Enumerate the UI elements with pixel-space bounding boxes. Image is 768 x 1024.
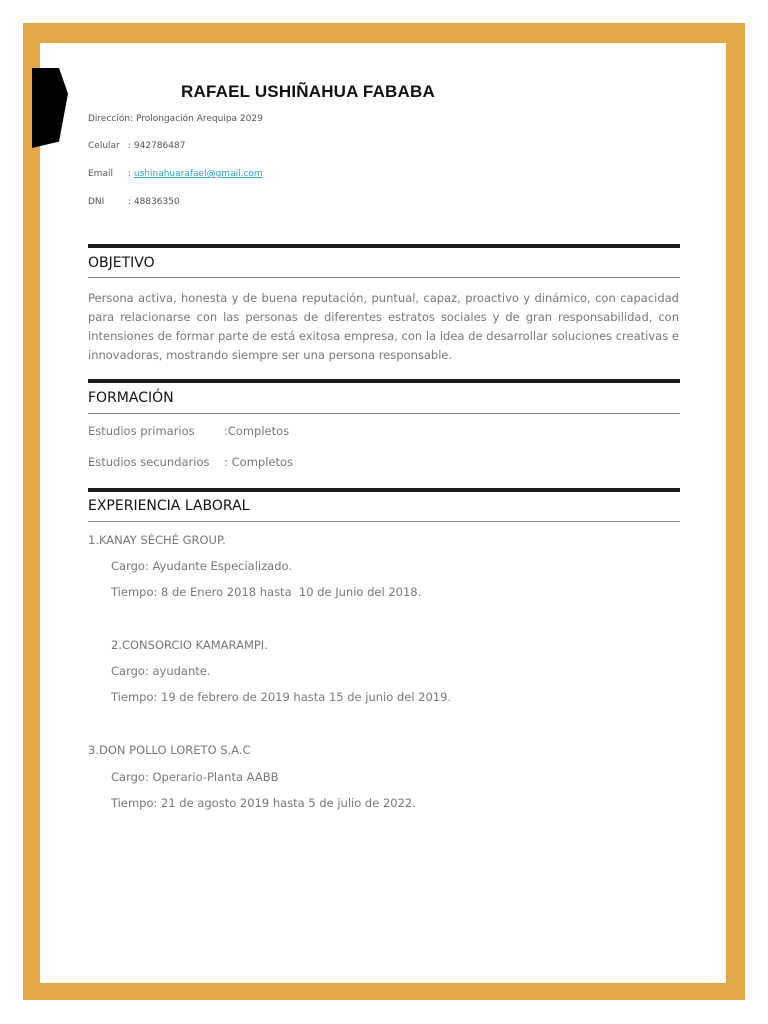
contact-email: [88, 169, 263, 179]
contact-phone: [88, 141, 185, 151]
dni-value: : 48836350: [128, 197, 180, 207]
job-company: 2.CONSORCIO KAMARAMPI.: [111, 638, 268, 652]
formacion-item-primaria: Estudios primarios :Completos: [88, 424, 290, 438]
address-text: Dirección: Prolongación Arequipa 2029: [88, 114, 263, 124]
objetivo-top-rule: [88, 244, 680, 248]
formacion-item-secundaria: Estudios secundarios : Completos: [88, 455, 294, 469]
objetivo-text: Persona activa, honesta y de buena reputación, puntual, capaz, proactivo y dinámico, con capacidad para relacionarse con las personas de diferentes estratos sociales y de gran responsabilidad, con intensiones de formar parte de está exitosa empresa, con la idea de desarrollar soluciones creativas e innovadoras, mostrando siempre ser una persona responsable.: [88, 291, 679, 362]
job-cargo: Cargo: ayudante.: [111, 664, 211, 678]
job-tiempo: Tiempo: 21 de agosto 2019 hasta 5 de julio de 2022.: [111, 796, 416, 810]
experiencia-top-rule: [88, 488, 680, 492]
formacion-bottom-rule: [88, 413, 680, 414]
dni-label: DNI: [88, 197, 105, 207]
phone-label: Celular: [88, 141, 120, 151]
candidate-name: RAFAEL USHIÑAHUA FABABA: [181, 82, 435, 101]
formacion-heading: FORMACIÓN: [88, 390, 174, 406]
experiencia-bottom-rule: [88, 521, 680, 522]
email-link[interactable]: ushinahuarafael@gmail.com: [133, 169, 263, 179]
experiencia-heading: EXPERIENCIA LABORAL: [88, 498, 250, 514]
job-company: 3.DON POLLO LORETO S.A.C: [88, 743, 251, 757]
phone-value: : 942786487: [128, 141, 186, 151]
email-label: Email: [88, 169, 113, 179]
job-company: 1.KANAY SÉCHÉ GROUP.: [88, 533, 226, 547]
job-cargo: Cargo: Ayudante Especializado.: [111, 559, 292, 573]
job-tiempo: Tiempo: 19 de febrero de 2019 hasta 15 de junio del 2019.: [111, 690, 452, 704]
job-cargo: Cargo: Operario-Planta AABB: [111, 770, 279, 784]
formacion-top-rule: [88, 379, 680, 383]
objetivo-bottom-rule: [88, 277, 680, 278]
job-tiempo: Tiempo: 8 de Enero 2018 hasta 10 de Junio del 2018.: [111, 585, 422, 599]
contact-address: [88, 114, 263, 124]
contact-dni: [88, 197, 180, 207]
objetivo-heading: OBJETIVO: [88, 255, 155, 271]
email-prefix: :: [128, 169, 134, 179]
